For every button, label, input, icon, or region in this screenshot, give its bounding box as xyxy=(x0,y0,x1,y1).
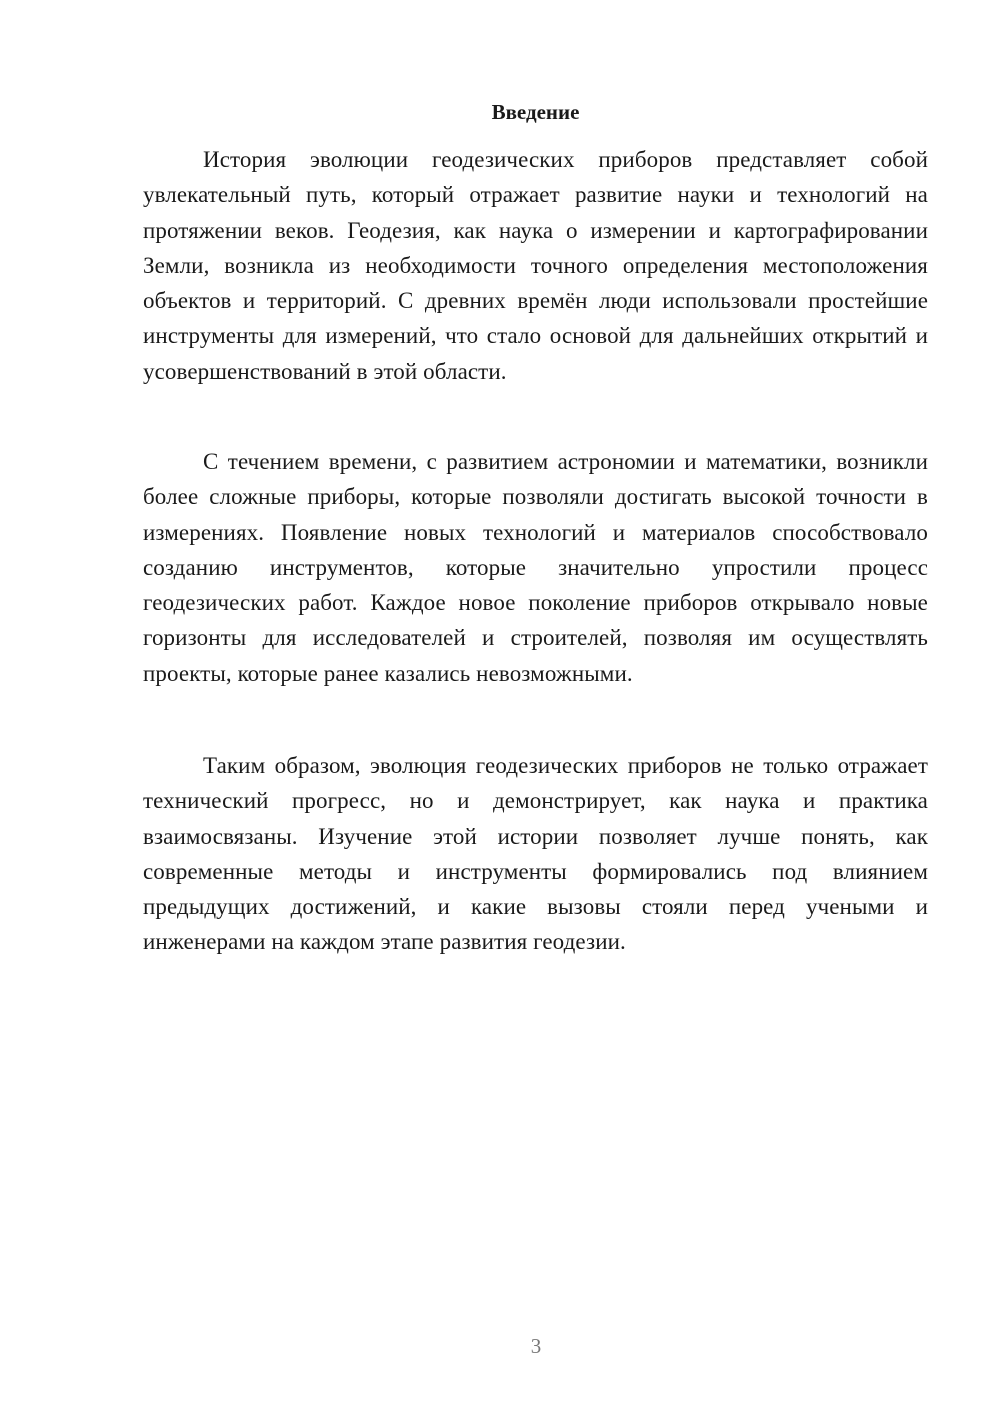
paragraph-2: С течением времени, с развитием астрономии и математики, возникли более сложные приборы, которые позволяли достигать высокой точности в измерениях. Появление новых технологий и материалов способствовало созданию инструментов, которые значительно упростили процесс геодезических работ. Каждое новое поколение приборов открывало новые горизонты для исследователей и строителей, позволяя им осуществлять проекты, которые ранее казались невозможными. xyxy=(143,449,928,686)
page-number: 3 xyxy=(530,1334,542,1358)
paragraph-1: История эволюции геодезических приборов представляет собой увлекательный путь, который отражает развитие науки и технологий на протяжении веков. Геодезия, как наука о измерении и картографировании Земли, возникла из необходимости точного определения местоположения объектов и территорий. С древних времён люди использовали простейшие инструменты для измерений, что стало основой для дальнейших открытий и усовершенствований в этой области. xyxy=(143,147,928,384)
paragraph-3: Таким образом, эволюция геодезических приборов не только отражает технический прогресс, но и демонстрирует, как наука и практика взаимосвязаны. Изучение этой истории позволяет лучше понять, как современные методы и инструменты формировались под влиянием предыдущих достижений, и какие вызовы стояли перед учеными и инженерами на каждом этапе развития геодезии. xyxy=(143,753,928,955)
section-heading: Введение xyxy=(491,100,580,124)
